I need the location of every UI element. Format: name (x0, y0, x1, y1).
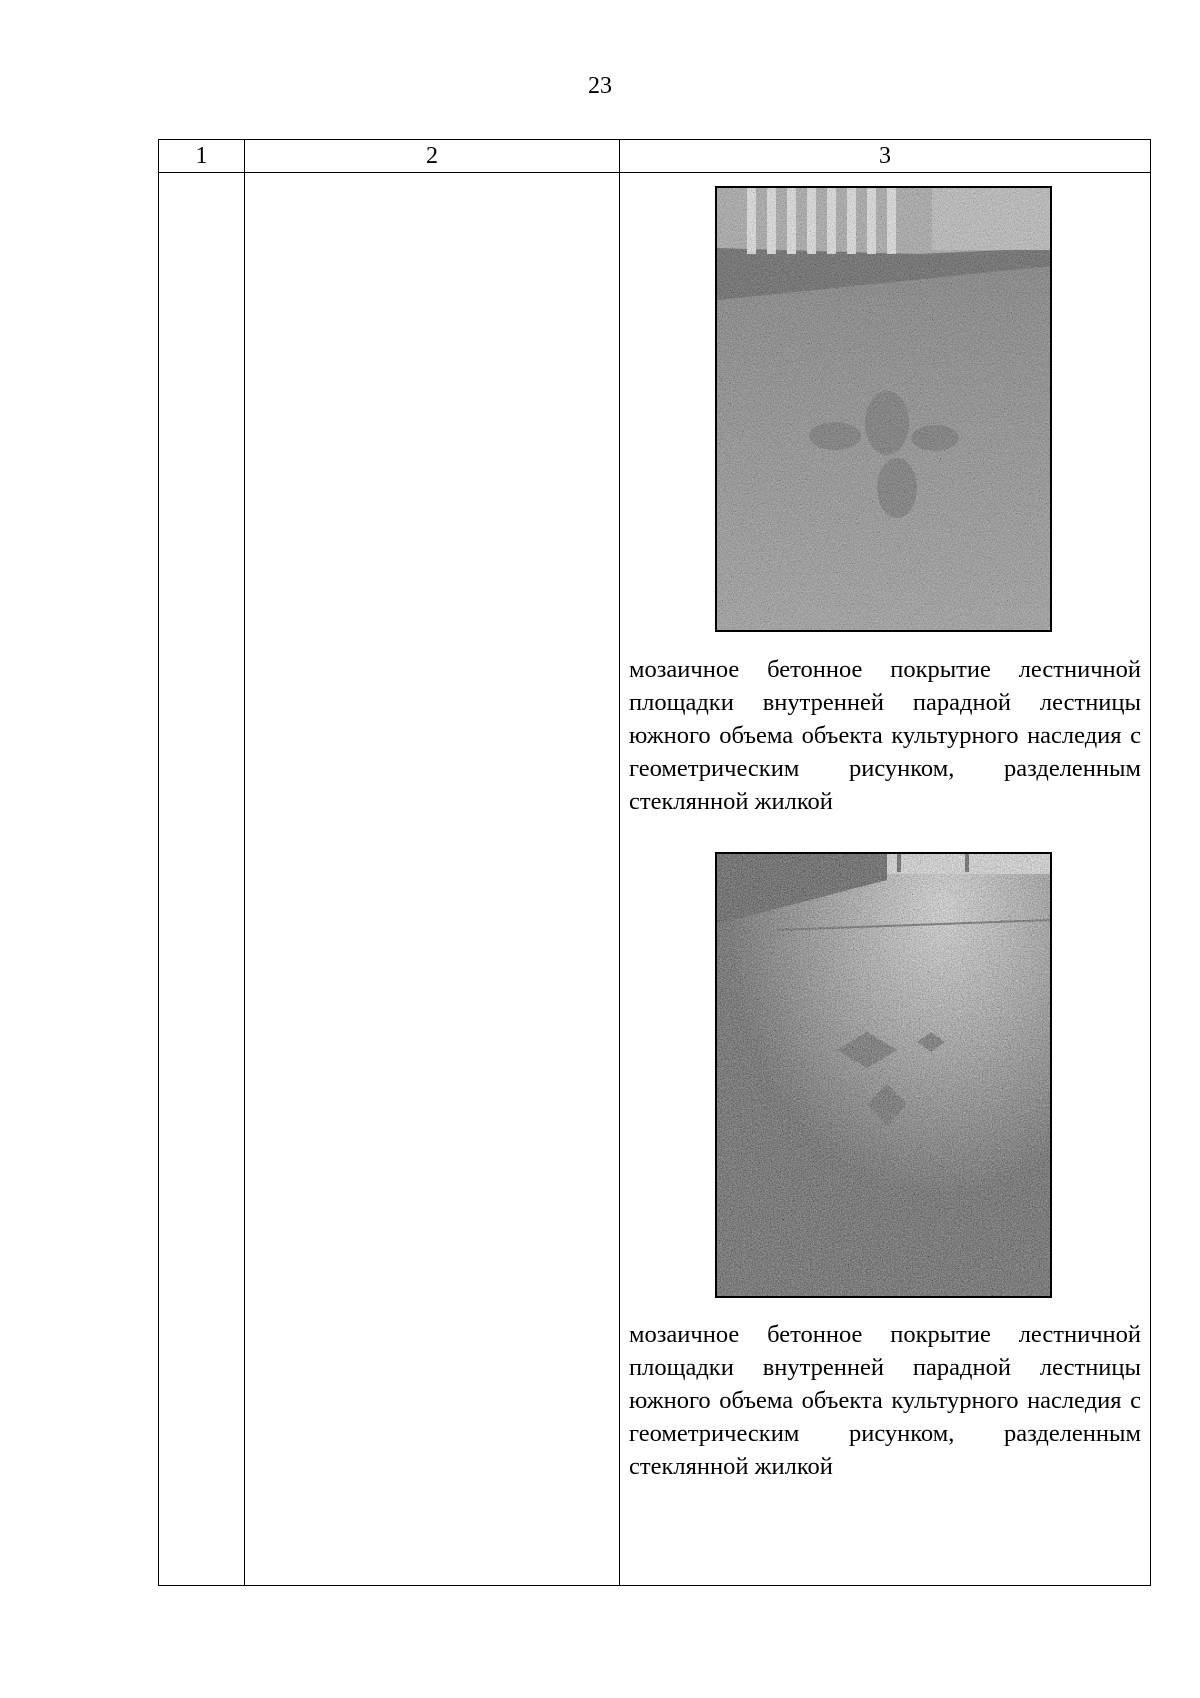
photo-caption: мозаичное бетонное покрытие лестничной площадки внутренней парадной лестницы южного объема объекта культурного наследия с геометрическим рисунком, разделенным стеклянной жилкой (629, 656, 1141, 815)
mosaic-floor-photo (715, 186, 1052, 632)
header-cell-3: 3 (879, 143, 891, 169)
mosaic-floor-photo (715, 852, 1052, 1298)
header-row-divider (159, 172, 1150, 173)
page-number: 23 (588, 73, 612, 99)
header-cell-2: 2 (426, 143, 438, 169)
header-cell-1: 1 (195, 143, 208, 169)
column-divider (244, 140, 245, 1585)
column-divider (619, 140, 620, 1585)
photo-caption: мозаичное бетонное покрытие лестничной площадки внутренней парадной лестницы южного объема объекта культурного наследия с геометрическим рисунком, разделенным стеклянной жилкой (629, 1321, 1141, 1480)
